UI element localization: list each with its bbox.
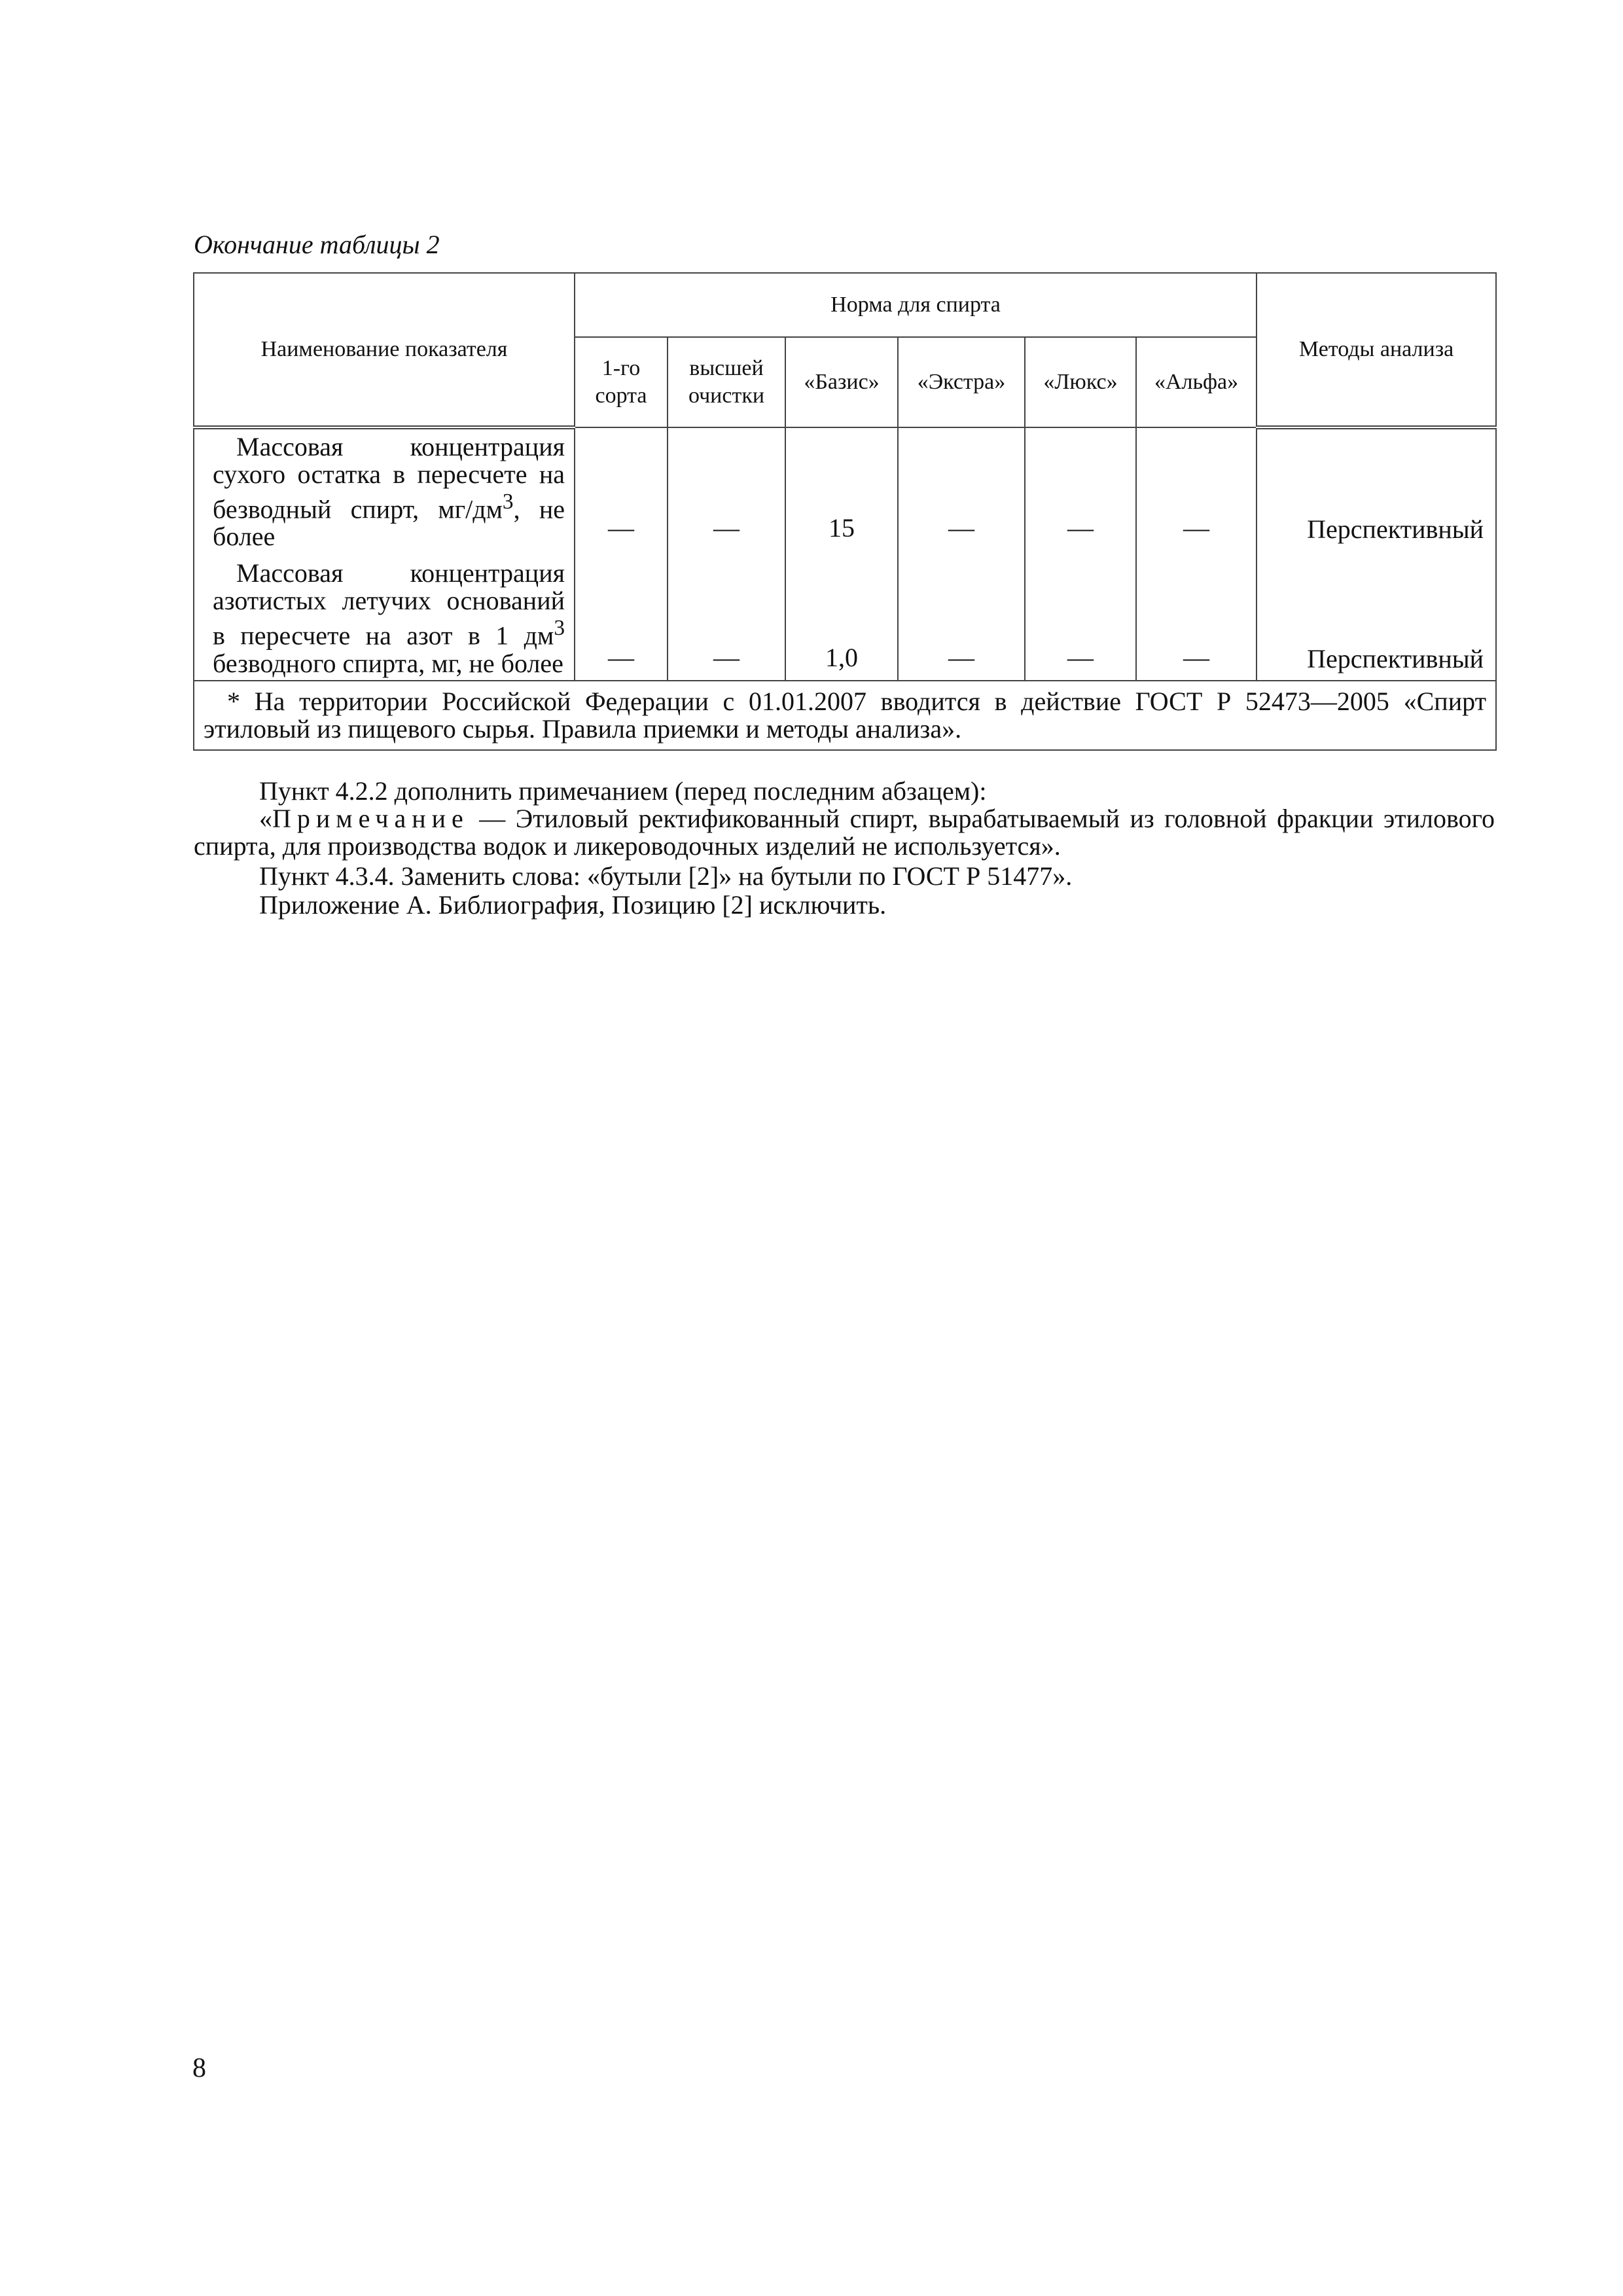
grade-3-values <box>785 427 898 681</box>
paragraph-3: Пункт 4.3.4. Заменить слова: «бутыли [2]» на бутыли по ГОСТ Р 51477». <box>259 861 1073 891</box>
header-grade-6: «Альфа» <box>1136 337 1257 427</box>
indicator-name-1-end: , не более <box>213 494 565 552</box>
header-grade-2: высшей очистки <box>668 337 785 427</box>
indicator-name-2-text: Массовая концентрация азотистых летучих оснований в пересчете на азот в 1 дм <box>213 558 565 651</box>
indicator-name-2-end: безводного спирта, мг, не более <box>213 648 563 678</box>
value-cell: — <box>948 643 974 672</box>
table-footnote: * На территории Российской Федерации с 01.01.2007 вводится в действие ГОСТ Р 52473—2005 «Спирт этиловый из пищевого сырья. Правила приемки и методы анализа». <box>194 681 1496 750</box>
value-cell: 15 <box>829 513 855 543</box>
indicator-names-cell <box>194 427 575 681</box>
value-cell: — <box>608 513 634 543</box>
value-cell: — <box>713 643 740 672</box>
header-grade-4: «Экстра» <box>898 337 1025 427</box>
header-norm: Норма для спирта <box>575 273 1257 337</box>
value-cell: — <box>713 513 740 543</box>
table-footnote-row <box>194 681 1496 750</box>
table-body-row <box>194 427 1496 681</box>
value-cell: — <box>1183 643 1210 672</box>
paragraph-1: Пункт 4.2.2 дополнить примечанием (перед последним абзацем): <box>259 776 987 806</box>
value-cell: — <box>608 643 634 672</box>
header-grade-1: 1-го сорта <box>575 337 668 427</box>
value-cell: — <box>1067 513 1094 543</box>
indicator-name-2-sup: 3 <box>554 616 565 641</box>
note-label: Примечание <box>272 804 469 833</box>
table-caption: Окончание таблицы 2 <box>194 230 440 259</box>
indicator-name-2 <box>213 560 565 677</box>
value-cell: — <box>1067 643 1094 672</box>
header-grade-3: «Базис» <box>785 337 898 427</box>
page-number: 8 <box>192 2053 206 2083</box>
header-grade-5: «Люкс» <box>1025 337 1136 427</box>
grade-5-values <box>1025 427 1136 681</box>
value-cell: 1,0 <box>825 643 858 672</box>
value-cell: — <box>948 513 974 543</box>
paragraph-2-open: « <box>259 804 272 833</box>
paragraph-2-text: — Этиловый ректификованный спирт, вырабатываемый из головной фракции этилового спирта, для производства водок и ликероводочных изделий не используется». <box>194 804 1495 861</box>
method-cell: Перспективный <box>1307 644 1484 673</box>
grade-4-values <box>898 427 1025 681</box>
methods-values <box>1257 427 1496 681</box>
paragraph-2 <box>194 805 1495 860</box>
method-cell: Перспективный <box>1307 514 1484 544</box>
grade-1-values <box>575 427 668 681</box>
value-cell: — <box>1183 513 1210 543</box>
grade-6-values <box>1136 427 1257 681</box>
indicator-name-1-text: Массовая концентрация сухого остатка в пересчете на безводный спирт, мг/дм <box>213 432 565 524</box>
paragraph-4: Приложение А. Библиография, Позицию [2] исключить. <box>259 890 887 920</box>
header-methods: Методы анализа <box>1257 273 1496 427</box>
header-indicator-name: Наименование показателя <box>194 273 575 427</box>
grade-2-values <box>668 427 785 681</box>
indicator-name-1-sup: 3 <box>502 490 514 514</box>
table-header-row <box>194 273 1496 337</box>
indicator-name-1 <box>213 433 565 550</box>
spec-table <box>193 272 1497 751</box>
